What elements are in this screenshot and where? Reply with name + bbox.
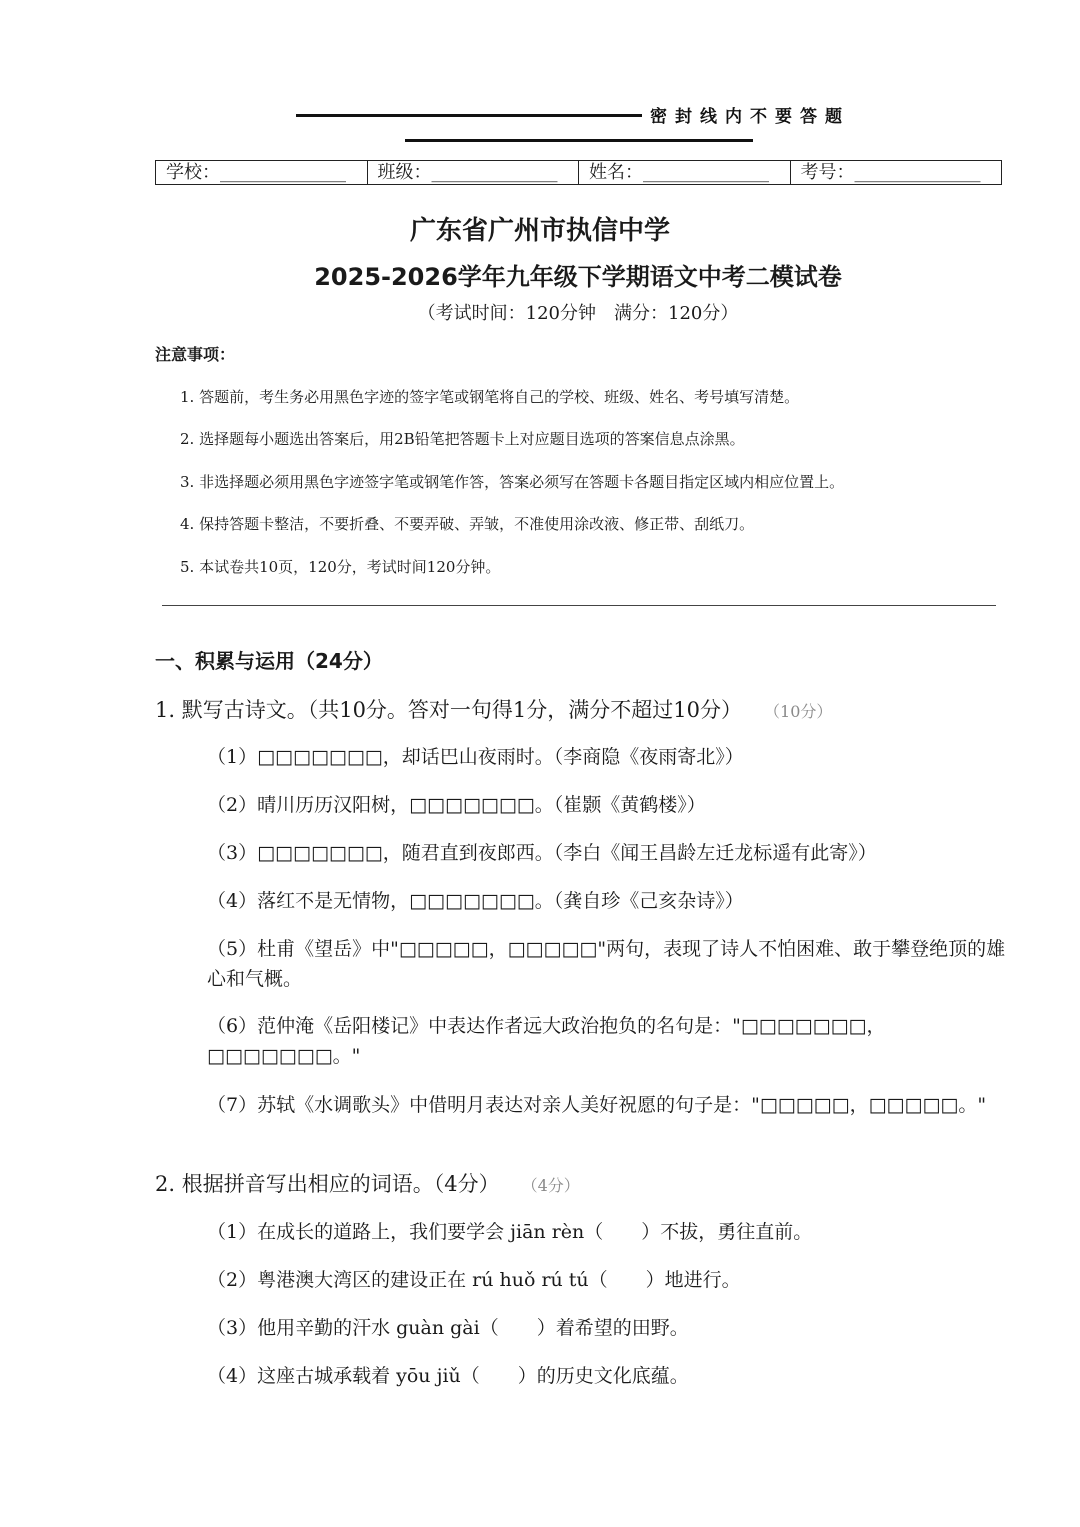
question-1 <box>155 694 832 724</box>
question-2 <box>155 1168 580 1198</box>
question-2-item: （1）在成长的道路上，我们要学会 jiān rèn（ ）不拔，勇往直前。 <box>207 1221 813 1243</box>
notice-item: 1. 答题前，考生务必用黑色字迹的签字笔或钢笔将自己的学校、班级、姓名、考号填写清楚。 <box>180 388 800 406</box>
question-1-item: （7）苏轼《水调歌头》中借明月表达对亲人美好祝愿的句子是："□□□□□，□□□□□。" <box>207 1094 987 1116</box>
student-info-table <box>155 160 1002 185</box>
question-2-score: （4分） <box>529 1176 580 1195</box>
exam-meta: （考试时间：120分钟 满分：120分） <box>417 303 739 324</box>
notice-item: 5. 本试卷共10页，120分，考试时间120分钟。 <box>180 558 501 576</box>
notice-item: 4. 保持答题卡整洁，不要折叠、不要弄破、弄皱，不准使用涂改液、修正带、刮纸刀。 <box>180 515 755 533</box>
question-1-text: 1. 默写古诗文。（共10分。答对一句得1分，满分不超过10分） <box>155 698 743 722</box>
seal-notice: 密封线内不要答题 <box>650 107 850 127</box>
section-heading: 一、积累与运用（24分） <box>155 649 383 673</box>
exam-title: 2025-2026学年九年级下学期语文中考二模试卷 <box>314 263 842 291</box>
notice-heading: 注意事项： <box>155 345 236 364</box>
question-2-text: 2. 根据拼音写出相应的词语。（4分） <box>155 1172 500 1196</box>
question-2-item: （2）粤港澳大湾区的建设正在 rú huǒ rú tú（ ）地进行。 <box>207 1269 741 1291</box>
section-divider <box>162 605 996 606</box>
school-title: 广东省广州市执信中学 <box>409 216 670 246</box>
school-field[interactable]: 学校：______________ <box>156 161 368 184</box>
question-1-score: （10分） <box>772 702 833 721</box>
seal-line-top <box>296 114 642 117</box>
class-field[interactable]: 班级：______________ <box>368 161 580 184</box>
question-1-item: （5）杜甫《望岳》中"□□□□□，□□□□□"两句，表现了诗人不怕困难、敢于攀登绝顶的雄心和气概。 <box>207 938 1006 990</box>
notice-item: 3. 非选择题必须用黑色字迹签字笔或钢笔作答，答案必须写在答题卡各题目指定区域内相应位置上。 <box>180 473 845 491</box>
question-1-item: （6）范仲淹《岳阳楼记》中表达作者远大政治抱负的名句是："□□□□□□□，□□□□□□□。" <box>207 1015 886 1067</box>
notice-item: 2. 选择题每小题选出答案后，用2B铅笔把答题卡上对应题目选项的答案信息点涂黑。 <box>180 430 745 448</box>
question-2-item: （4）这座古城承载着 yōu jiǔ（ ）的历史文化底蕴。 <box>207 1365 689 1387</box>
question-1-item: （1）□□□□□□□，却话巴山夜雨时。（李商隐《夜雨寄北》） <box>207 746 744 768</box>
question-1-item: （2）晴川历历汉阳树，□□□□□□□。（崔颢《黄鹤楼》） <box>207 794 706 816</box>
question-1-item: （4）落红不是无情物，□□□□□□□。（龚自珍《己亥杂诗》） <box>207 890 744 912</box>
question-2-item: （3）他用辛勤的汗水 guàn gài（ ）着希望的田野。 <box>207 1317 689 1339</box>
seal-line-bottom <box>405 139 753 142</box>
question-1-item: （3）□□□□□□□，随君直到夜郎西。（李白《闻王昌龄左迁龙标遥有此寄》） <box>207 842 877 864</box>
exam-number-field[interactable]: 考号：______________ <box>800 162 981 183</box>
name-field[interactable]: 姓名：______________ <box>579 161 791 184</box>
